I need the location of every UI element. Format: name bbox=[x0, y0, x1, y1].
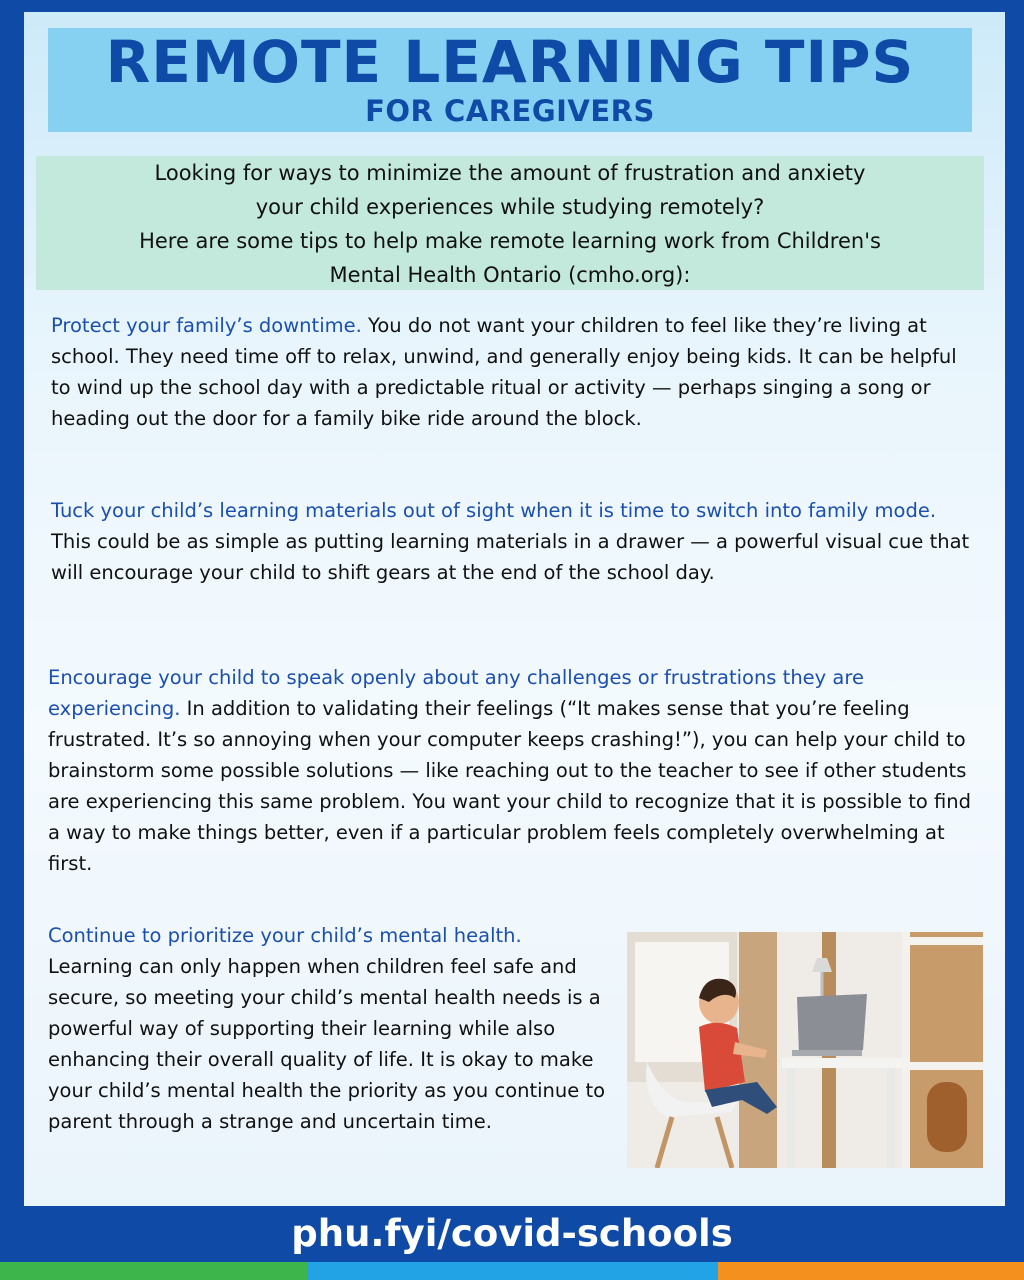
tip-heading: Continue to prioritize your child’s mental health. bbox=[48, 924, 522, 947]
intro-line: your child experiences while studying remotely? bbox=[255, 195, 765, 219]
tip-body: Learning can only happen when children feel safe and secure, so meeting your child’s mental health needs is a powerful way of supporting their learning while also enhancing their overall quality of life. It is okay to make your child’s mental health the priority as you continue to parent through a strange and uncertain time. bbox=[48, 955, 606, 1133]
tip-heading: Encourage your child to speak openly about any challenges or frustrations they are experiencing. bbox=[48, 666, 864, 720]
intro-line: Here are some tips to help make remote learning work from Children's bbox=[139, 229, 881, 253]
tip-downtime bbox=[51, 310, 981, 434]
intro-line: Looking for ways to minimize the amount of frustration and anxiety bbox=[154, 161, 866, 185]
tip-learning-materials bbox=[51, 495, 981, 588]
page-title: REMOTE LEARNING TIPS bbox=[105, 28, 915, 96]
intro-line: Mental Health Ontario (cmho.org): bbox=[329, 263, 691, 287]
footer-url[interactable]: phu.fyi/covid-schools bbox=[291, 1212, 733, 1255]
tip-speak-openly bbox=[48, 662, 983, 879]
footer-stripe-blue bbox=[307, 1262, 718, 1280]
tip-mental-health bbox=[48, 920, 613, 1137]
child-studying-illustration bbox=[627, 932, 983, 1168]
tip-body: In addition to validating their feelings (“It makes sense that you’re feeling frustrated. It’s so annoying when your computer keeps crashing!”), you can help your child to brainstorm some possible solutions — like reaching out to the teacher to see if other students are experiencing this same problem. You want your child to recognize that it is possible to find a way to make things better, even if a particular problem feels completely overwhelming at first. bbox=[48, 697, 972, 875]
tip-heading: Tuck your child’s learning materials out of sight when it is time to switch into family mode. bbox=[51, 499, 937, 522]
footer-stripe-green bbox=[0, 1262, 307, 1280]
title-banner bbox=[48, 28, 972, 132]
tip-body: This could be as simple as putting learning materials in a drawer — a powerful visual cue that will encourage your child to shift gears at the end of the school day. bbox=[51, 530, 970, 584]
tip-heading: Protect your family’s downtime. bbox=[51, 314, 362, 337]
child-studying-photo bbox=[627, 932, 983, 1168]
page-subtitle: FOR CAREGIVERS bbox=[365, 94, 655, 128]
intro-box bbox=[36, 156, 984, 290]
tip-body: You do not want your children to feel like they’re living at school. They need time off to relax, unwind, and generally enjoy being kids. It can be helpful to wind up the school day with a predictable ritual or activity — perhaps singing a song or heading out the door for a family bike ride around the block. bbox=[51, 314, 957, 430]
footer-stripe-orange bbox=[718, 1262, 1024, 1280]
